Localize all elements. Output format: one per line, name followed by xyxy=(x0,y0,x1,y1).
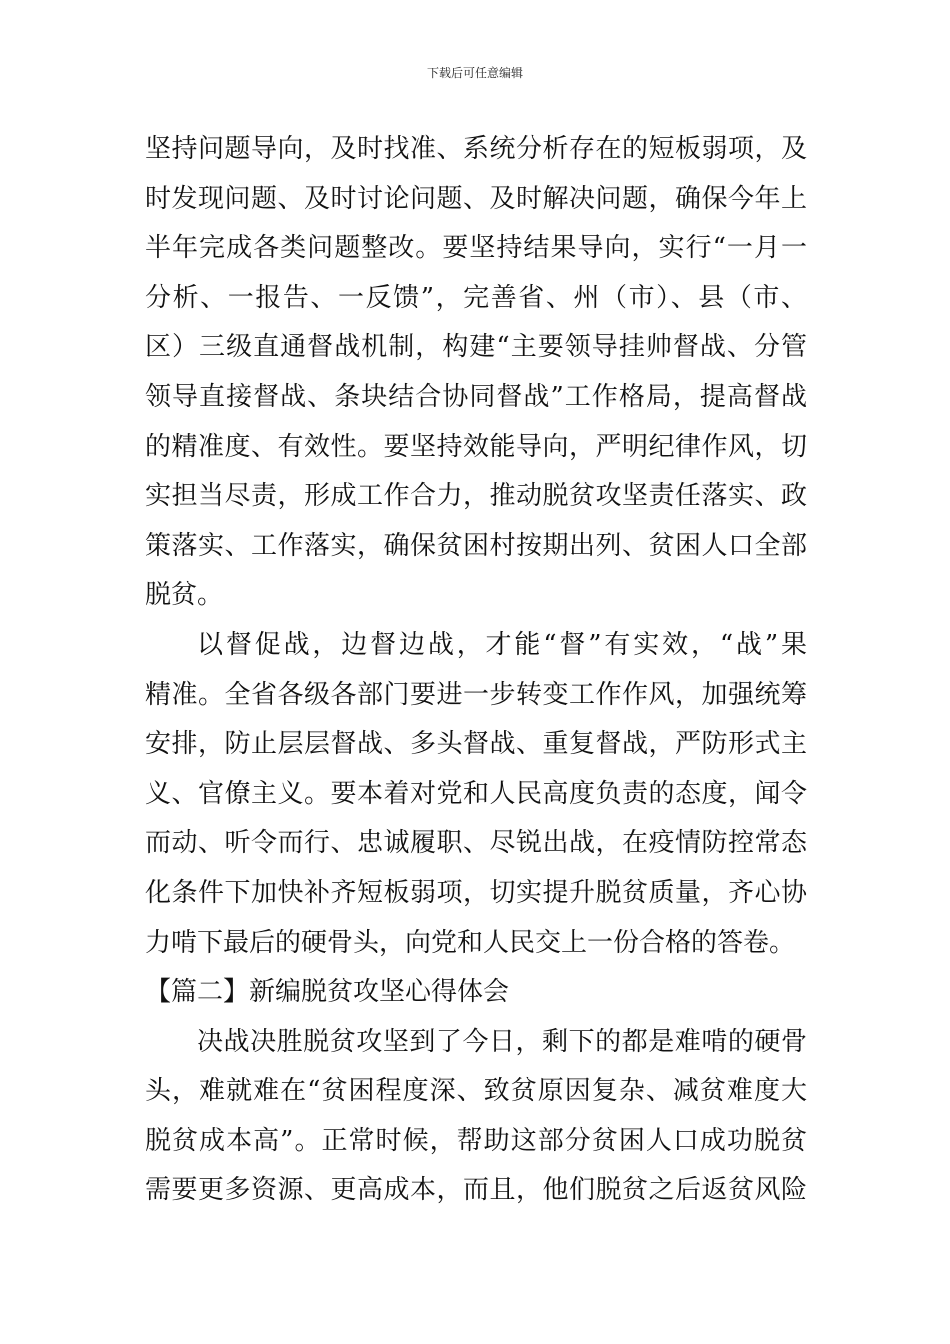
text-line: 需要更多资源、更高成本，而且，他们脱贫之后返贫风险 xyxy=(145,1175,807,1206)
text-line: 时发现问题、及时讨论问题、及时解决问题，确保今年上 xyxy=(145,183,807,214)
text-line: 分析、一报告、一反馈”，完善省、州（市）、县（市、 xyxy=(145,282,807,313)
paragraph-first-line: 以督促战，边督边战，才能“督”有实效，“战”果 xyxy=(197,629,807,660)
text-line: 头，难就难在“贫困程度深、致贫原因复杂、减贫难度大 xyxy=(145,1076,807,1107)
text-line: 的精准度、有效性。要坚持效能导向，严明纪律作风，切 xyxy=(145,431,807,462)
paragraph-first-line: 决战决胜脱贫攻坚到了今日，剩下的都是难啃的硬骨 xyxy=(197,1026,807,1057)
text-line: 脱贫。 xyxy=(145,580,224,611)
document-body xyxy=(145,125,807,1216)
text-line: 精准。全省各级各部门要进一步转变工作作风，加强统筹 xyxy=(145,679,807,710)
text-line: 脱贫成本高”。正常时候，帮助这部分贫困人口成功脱贫 xyxy=(145,1125,807,1156)
text-line: 坚持问题导向，及时找准、系统分析存在的短板弱项，及 xyxy=(145,134,807,164)
text-line: 领导直接督战、条块结合协同督战”工作格局，提高督战 xyxy=(145,381,807,412)
text-line: 策落实、工作落实，确保贫困村按期出列、贫困人口全部 xyxy=(145,530,807,561)
text-line: 安排，防止层层督战、多头督战、重复督战，严防形式主 xyxy=(145,729,807,760)
page-header: 下载后可任意编辑 xyxy=(426,66,523,80)
text-line: 而动、听令而行、忠诚履职、尽锐出战，在疫情防控常态 xyxy=(145,828,807,859)
text-line: 半年完成各类问题整改。要坚持结果导向，实行“一月一 xyxy=(145,233,807,264)
text-line: 化条件下加快补齐短板弱项，切实提升脱贫质量，齐心协 xyxy=(145,877,807,908)
text-line: 力啃下最后的硬骨头，向党和人民交上一份合格的答卷。 xyxy=(145,927,796,958)
text-line: 义、官僚主义。要本着对党和人民高度负责的态度，闻令 xyxy=(145,778,807,809)
text-line: 区）三级直通督战机制，构建“主要领导挂帅督战、分管 xyxy=(145,332,807,363)
section-heading: 【篇二】新编脱贫攻坚心得体会 xyxy=(145,977,510,1008)
text-line: 实担当尽责，形成工作合力，推动脱贫攻坚责任落实、政 xyxy=(145,481,807,512)
